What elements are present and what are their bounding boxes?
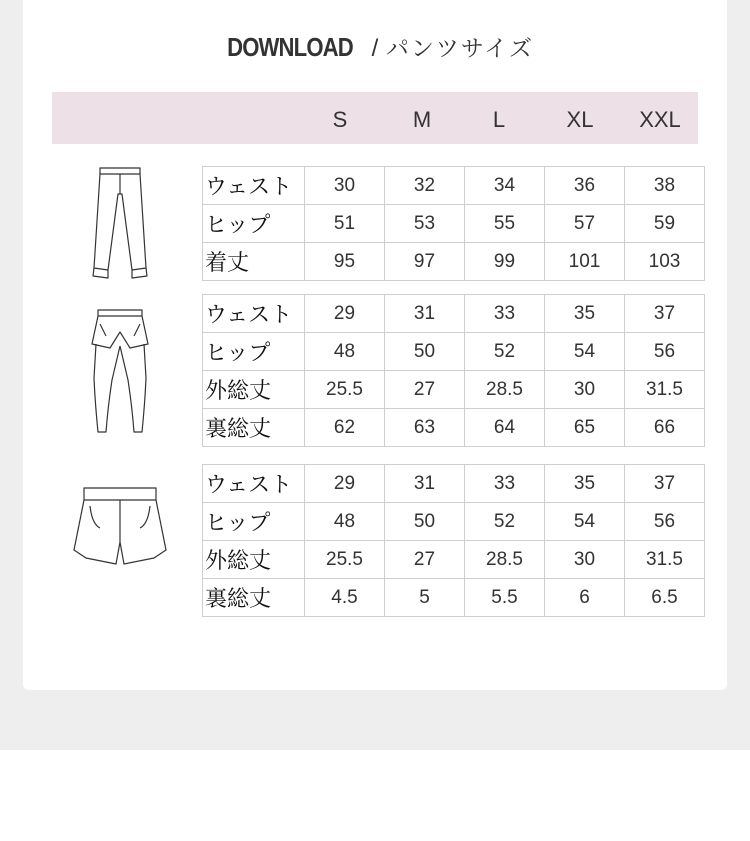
table-cell: 97: [385, 243, 465, 281]
table-cell: 32: [385, 167, 465, 205]
table-row: [203, 333, 705, 371]
table-cell: 65: [545, 409, 625, 447]
table-row: [203, 205, 705, 243]
table-cell: 50: [385, 333, 465, 371]
row-label: ウェスト: [203, 167, 305, 205]
table-cell: 31.5: [625, 541, 705, 579]
table-cell: 48: [305, 333, 385, 371]
table-cell: 64: [465, 409, 545, 447]
size-table-long-pants: [202, 166, 705, 281]
row-label: ヒップ: [203, 333, 305, 371]
table-cell: 62: [305, 409, 385, 447]
table-cell: 30: [305, 167, 385, 205]
table-cell: 51: [305, 205, 385, 243]
table-cell: 52: [465, 333, 545, 371]
table-cell: 31.5: [625, 371, 705, 409]
row-label: 外総丈: [203, 541, 305, 579]
table-cell: 29: [305, 465, 385, 503]
size-header-m: M: [412, 107, 432, 132]
size-header-s: S: [332, 107, 348, 132]
table-cell: 30: [545, 541, 625, 579]
table-cell: 56: [625, 333, 705, 371]
size-header-xl: XL: [566, 107, 594, 132]
table-cell: 52: [465, 503, 545, 541]
table-cell: 27: [385, 371, 465, 409]
table-cell: 25.5: [305, 541, 385, 579]
row-label: ウェスト: [203, 465, 305, 503]
table-cell: 37: [625, 465, 705, 503]
table-cell: 25.5: [305, 371, 385, 409]
row-label: 裏総丈: [203, 409, 305, 447]
title-subtitle: パンツサイズ: [385, 36, 535, 62]
table-cell: 55: [465, 205, 545, 243]
table-cell: 59: [625, 205, 705, 243]
table-row: [203, 167, 705, 205]
page-title: [0, 30, 750, 63]
table-row: [203, 579, 705, 617]
table-cell: 27: [385, 541, 465, 579]
table-cell: 30: [545, 371, 625, 409]
row-label: ヒップ: [203, 205, 305, 243]
title-brand: DOWNLOAD: [227, 32, 353, 62]
table-cell: 28.5: [465, 541, 545, 579]
table-cell: 31: [385, 465, 465, 503]
table-cell: 103: [625, 243, 705, 281]
table-cell: 56: [625, 503, 705, 541]
size-header-xxl: XXL: [639, 107, 681, 132]
table-cell: 57: [545, 205, 625, 243]
table-cell: 5.5: [465, 579, 545, 617]
long-pants-icon: [88, 164, 152, 282]
table-cell: 28.5: [465, 371, 545, 409]
table-cell: 31: [385, 295, 465, 333]
table-cell: 53: [385, 205, 465, 243]
row-label: ウェスト: [203, 295, 305, 333]
table-cell: 6: [545, 579, 625, 617]
table-cell: 4.5: [305, 579, 385, 617]
table-cell: 33: [465, 465, 545, 503]
table-cell: 54: [545, 333, 625, 371]
table-cell: 63: [385, 409, 465, 447]
layered-leggings-icon: [86, 306, 154, 436]
table-row: [203, 243, 705, 281]
table-cell: 29: [305, 295, 385, 333]
table-cell: 5: [385, 579, 465, 617]
row-label: 着丈: [203, 243, 305, 281]
title-separator: /: [371, 35, 379, 62]
table-cell: 37: [625, 295, 705, 333]
shorts-icon: [70, 484, 170, 568]
table-row: [203, 295, 705, 333]
table-cell: 99: [465, 243, 545, 281]
table-cell: 50: [385, 503, 465, 541]
table-cell: 34: [465, 167, 545, 205]
size-header-l: L: [492, 107, 506, 132]
table-cell: 36: [545, 167, 625, 205]
size-table-shorts: [202, 464, 705, 617]
table-row: [203, 371, 705, 409]
size-table-layered-leggings: [202, 294, 705, 447]
table-cell: 48: [305, 503, 385, 541]
row-label: 外総丈: [203, 371, 305, 409]
table-cell: 101: [545, 243, 625, 281]
table-cell: 6.5: [625, 579, 705, 617]
table-cell: 66: [625, 409, 705, 447]
table-cell: 95: [305, 243, 385, 281]
table-row: [203, 465, 705, 503]
row-label: 裏総丈: [203, 579, 305, 617]
table-cell: 35: [545, 465, 625, 503]
table-row: [203, 541, 705, 579]
row-label: ヒップ: [203, 503, 305, 541]
table-row: [203, 503, 705, 541]
table-cell: 33: [465, 295, 545, 333]
table-row: [203, 409, 705, 447]
table-cell: 38: [625, 167, 705, 205]
table-cell: 54: [545, 503, 625, 541]
table-cell: 35: [545, 295, 625, 333]
